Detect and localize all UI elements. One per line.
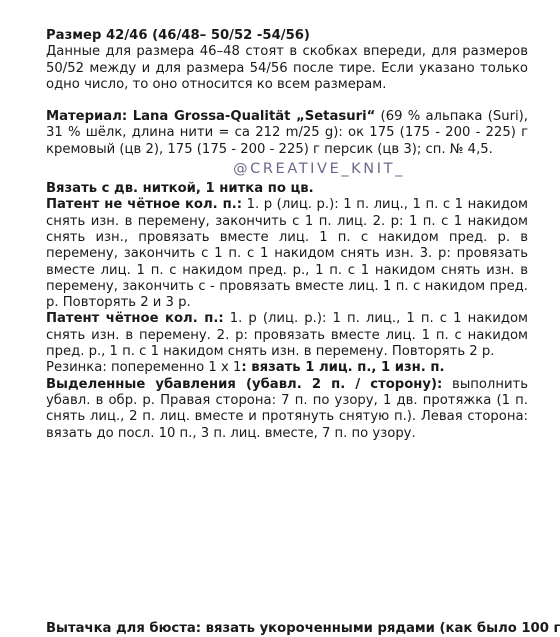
material-paragraph (46, 109, 528, 158)
material-label: Материал: Lana Grossa-Qualität „Setasuri“ (46, 109, 376, 125)
patent-odd-label: Патент не чётное кол. п.: (46, 197, 243, 213)
rib-paragraph (46, 360, 528, 376)
patent-odd-text: 1. р (лиц. р.): 1 п. лиц., 1 п. с 1 накидом снять изн. в перемену, закончить с 1 п. лиц. 2. р: 1 п. с 1 накидом снять изн., провязать вместе лиц. 1 п. с накидом пред. р. в перемену, закончить с 1 п. с 1 накидом снять изн. 3. р: провязать вместе лиц. 1 п. с накидом пред. р., 1 п. с 1 накидом снять изн. в перемену, закончить с - провязать вместе лиц. 1 п. с накидом пред. р. Повторять 2 и 3 р. (46, 197, 528, 311)
decrease-text: выполнить убавл. в обр. р. Правая сторона: 7 п. по узору, 1 дв. протяжка (1 п. снять лиц., 2 п. лиц. вместе и протянуть снятую п.). Левая сторона: вязать до посл. 10 п., 3 п. лиц. вместе, 7 п. по узору. (46, 376, 528, 441)
patent-odd-paragraph (46, 197, 528, 311)
patent-even-text: 1. р (лиц. р.): 1 п. лиц., 1 п. с 1 накидом снять изн. в перемену. 2. р: провязать вместе лиц. 1 п. с накидом пред. р., 1 п. с 1 накидом снять изн. в перемену. Повторять 2 р. (46, 311, 528, 360)
patent-even-label: Патент чётное кол. п.: (46, 311, 224, 327)
size-heading: Размер 42/46 (46/48– 50/52 -54/56) (46, 28, 310, 43)
knit-note: Вязать с дв. ниткой, 1 нитка по цв. (46, 181, 314, 197)
cutoff-line: Вытачка для бюста: вязать укороченными рядами (как было 100 г (46, 621, 560, 636)
rib-text: Резинка: попеременно 1 х 1 (46, 360, 242, 376)
pattern-document (46, 28, 528, 442)
patent-even-paragraph (46, 311, 528, 360)
decrease-paragraph (46, 377, 528, 442)
watermark: @CREATIVE_KNIT_ (233, 161, 405, 178)
decrease-label: Выделенные убавления (убавл. 2 п. / сторону): (46, 376, 443, 392)
size-description: Данные для размера 46–48 стоят в скобках впереди, для размеров 50/52 между и для размера 54/56 после тире. Если указано только одно число, то оно относится ко всем размерам. (46, 44, 528, 92)
rib-bold: : вязать 1 лиц. п., 1 изн. п. (241, 360, 445, 376)
material-text: (69 % альпака (Suri), 31 % шёлк, длина нити = са 212 m/25 g): ок 175 (175 - 200 - 225) г кремовый (цв 2), 175 (175 - 200 - 225) г персик (цв 3); сп. № 4,5. (46, 109, 528, 157)
